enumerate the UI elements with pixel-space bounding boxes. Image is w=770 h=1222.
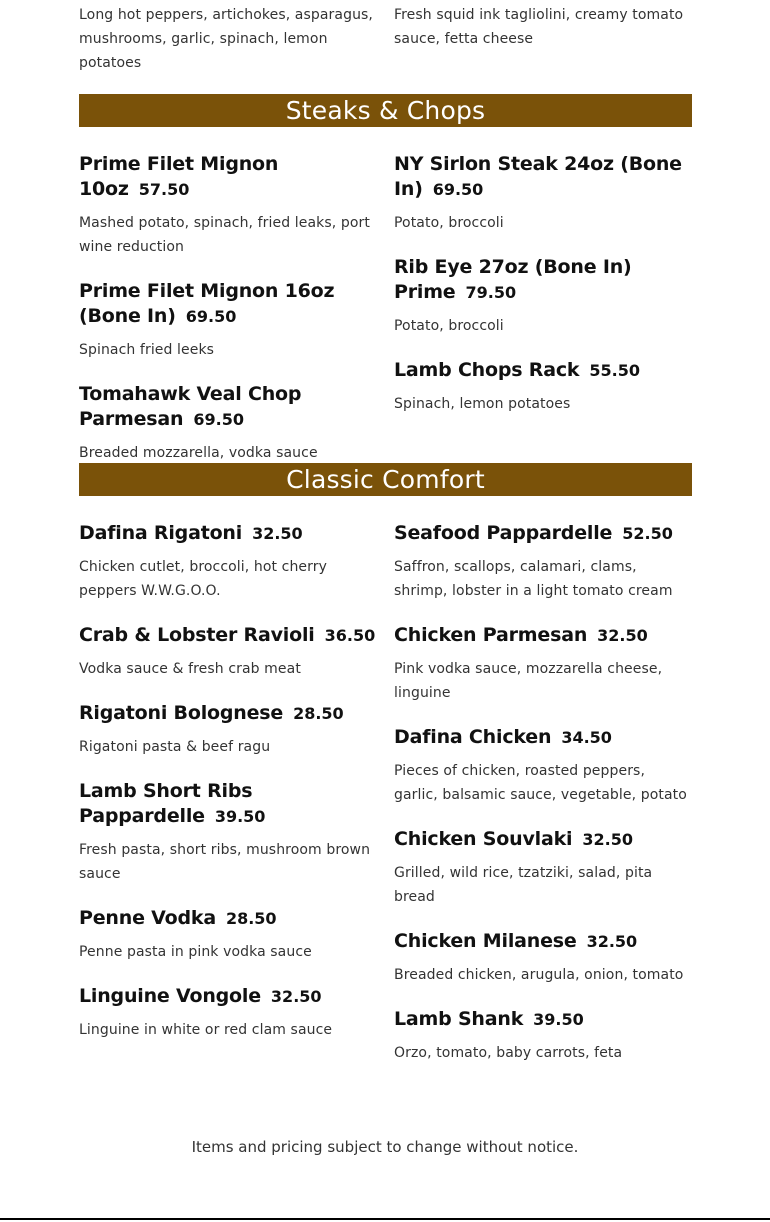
menu-item-name: Rib Eye 27oz (Bone In) Prime <box>394 256 632 303</box>
menu-item-description: Breaded mozzarella, vodka sauce <box>79 445 318 461</box>
comfort-left-column <box>79 521 377 1085</box>
menu-item-description: Spinach, lemon potatoes <box>394 396 571 412</box>
menu-item-description: Potato, broccoli <box>394 318 504 334</box>
menu-item <box>79 152 377 259</box>
menu-item-name: Lamb Shank <box>394 1008 524 1030</box>
top-items <box>79 3 692 75</box>
menu-item <box>79 701 377 759</box>
menu-item <box>394 725 692 807</box>
menu-item-price: 39.50 <box>533 1010 584 1029</box>
menu-item-price: 28.50 <box>225 909 277 928</box>
menu-item-description: Pink vodka sauce, mozzarella cheese, linguine <box>394 661 663 701</box>
menu-item-name: Crab & Lobster Ravioli <box>79 624 315 646</box>
menu-item-description: Mashed potato, spinach, fried leaks, port wine reduction <box>79 215 370 255</box>
menu-item-description: Pieces of chicken, roasted peppers, garlic, balsamic sauce, vegetable, potato <box>394 763 687 803</box>
menu-item-name: Chicken Parmesan <box>394 624 588 646</box>
menu-item-description: Potato, broccoli <box>394 215 504 231</box>
menu-item-description: Rigatoni pasta & beef ragu <box>79 739 271 755</box>
steaks-left-column <box>79 152 377 485</box>
menu-item-description: Breaded chicken, arugula, onion, tomato <box>394 967 684 983</box>
menu-item-price: 36.50 <box>324 626 376 645</box>
menu-item-description: Chicken cutlet, broccoli, hot cherry peppers W.W.G.O.O. <box>79 559 327 599</box>
menu-item-name: Prime Filet Mignon 10oz <box>79 153 279 200</box>
menu-item-description: Orzo, tomato, baby carrots, feta <box>394 1045 623 1061</box>
menu-item-description: Penne pasta in pink vodka sauce <box>79 944 312 960</box>
comfort-section <box>79 521 692 1085</box>
menu-item-name: Linguine Vongole <box>79 985 261 1007</box>
menu-item-price: 32.50 <box>586 932 638 951</box>
menu-item-price: 32.50 <box>582 830 633 849</box>
menu-item-price: 69.50 <box>185 307 237 326</box>
menu-item <box>79 623 377 681</box>
menu-item <box>394 623 692 705</box>
menu-item-price: 28.50 <box>293 704 344 723</box>
menu-item <box>394 255 692 338</box>
menu-item-name: NY Sirlon Steak 24oz (Bone In) <box>394 153 682 200</box>
menu-item-price: 39.50 <box>214 807 266 826</box>
menu-item-price: 32.50 <box>270 987 322 1006</box>
section-title-steaks: Steaks & Chops <box>79 94 692 127</box>
menu-item-price: 34.50 <box>561 728 612 747</box>
steaks-right-column <box>394 152 692 485</box>
page-bottom-divider <box>0 1218 770 1220</box>
menu-item <box>79 279 377 362</box>
menu-item-price: 69.50 <box>432 180 484 199</box>
menu-item <box>394 1007 692 1065</box>
menu-item-name: Penne Vodka <box>79 907 216 929</box>
menu-item-name: Lamb Chops Rack <box>394 359 580 381</box>
menu-item-description: Linguine in white or red clam sauce <box>79 1022 333 1038</box>
menu-item-name: Lamb Short Ribs Pappardelle <box>79 780 253 827</box>
menu-item-price: 52.50 <box>622 524 673 543</box>
menu-item-name: Chicken Souvlaki <box>394 828 573 850</box>
menu-item-name: Rigatoni Bolognese <box>79 702 284 724</box>
menu-item-price: 32.50 <box>597 626 648 645</box>
menu-item-price: 69.50 <box>193 410 244 429</box>
menu-item <box>79 779 377 886</box>
menu-item-name: Dafina Chicken <box>394 726 552 748</box>
steaks-section <box>79 152 692 485</box>
footer-disclaimer: Items and pricing subject to change without notice. <box>191 1138 579 1156</box>
menu-item-description: Vodka sauce & fresh crab meat <box>79 661 301 677</box>
menu-item-name: Chicken Milanese <box>394 930 577 952</box>
menu-item <box>394 827 692 909</box>
menu-item-description: Grilled, wild rice, tzatziki, salad, pita bread <box>394 865 653 905</box>
section-title-comfort: Classic Comfort <box>79 463 692 496</box>
menu-item-price: 79.50 <box>465 283 517 302</box>
menu-item <box>394 358 692 416</box>
menu-item <box>79 984 377 1042</box>
menu-item-description: Fresh squid ink tagliolini, creamy tomato sauce, fetta cheese <box>394 7 684 47</box>
menu-item-description: Saffron, scallops, calamari, clams, shrimp, lobster in a light tomato cream <box>394 559 673 599</box>
menu-item <box>79 521 377 603</box>
menu-item-name: Prime Filet Mignon 16oz (Bone In) <box>79 280 335 327</box>
menu-item <box>79 906 377 964</box>
menu-item <box>394 152 692 235</box>
menu-item-name: Tomahawk Veal Chop Parmesan <box>79 383 302 430</box>
menu-item-description: Long hot peppers, artichokes, asparagus, mushrooms, garlic, spinach, lemon potatoes <box>79 7 373 71</box>
menu-item-name: Dafina Rigatoni <box>79 522 243 544</box>
menu-item-price: 32.50 <box>252 524 303 543</box>
menu-item <box>394 521 692 603</box>
menu-item-description: Fresh pasta, short ribs, mushroom brown sauce <box>79 842 371 882</box>
menu-item-description: Spinach fried leeks <box>79 342 215 358</box>
menu-item-name: Seafood Pappardelle <box>394 522 613 544</box>
menu-item-price: 57.50 <box>138 180 190 199</box>
menu-item-price: 55.50 <box>589 361 640 380</box>
menu-item <box>79 382 377 465</box>
menu-item <box>394 929 692 987</box>
comfort-right-column <box>394 521 692 1085</box>
